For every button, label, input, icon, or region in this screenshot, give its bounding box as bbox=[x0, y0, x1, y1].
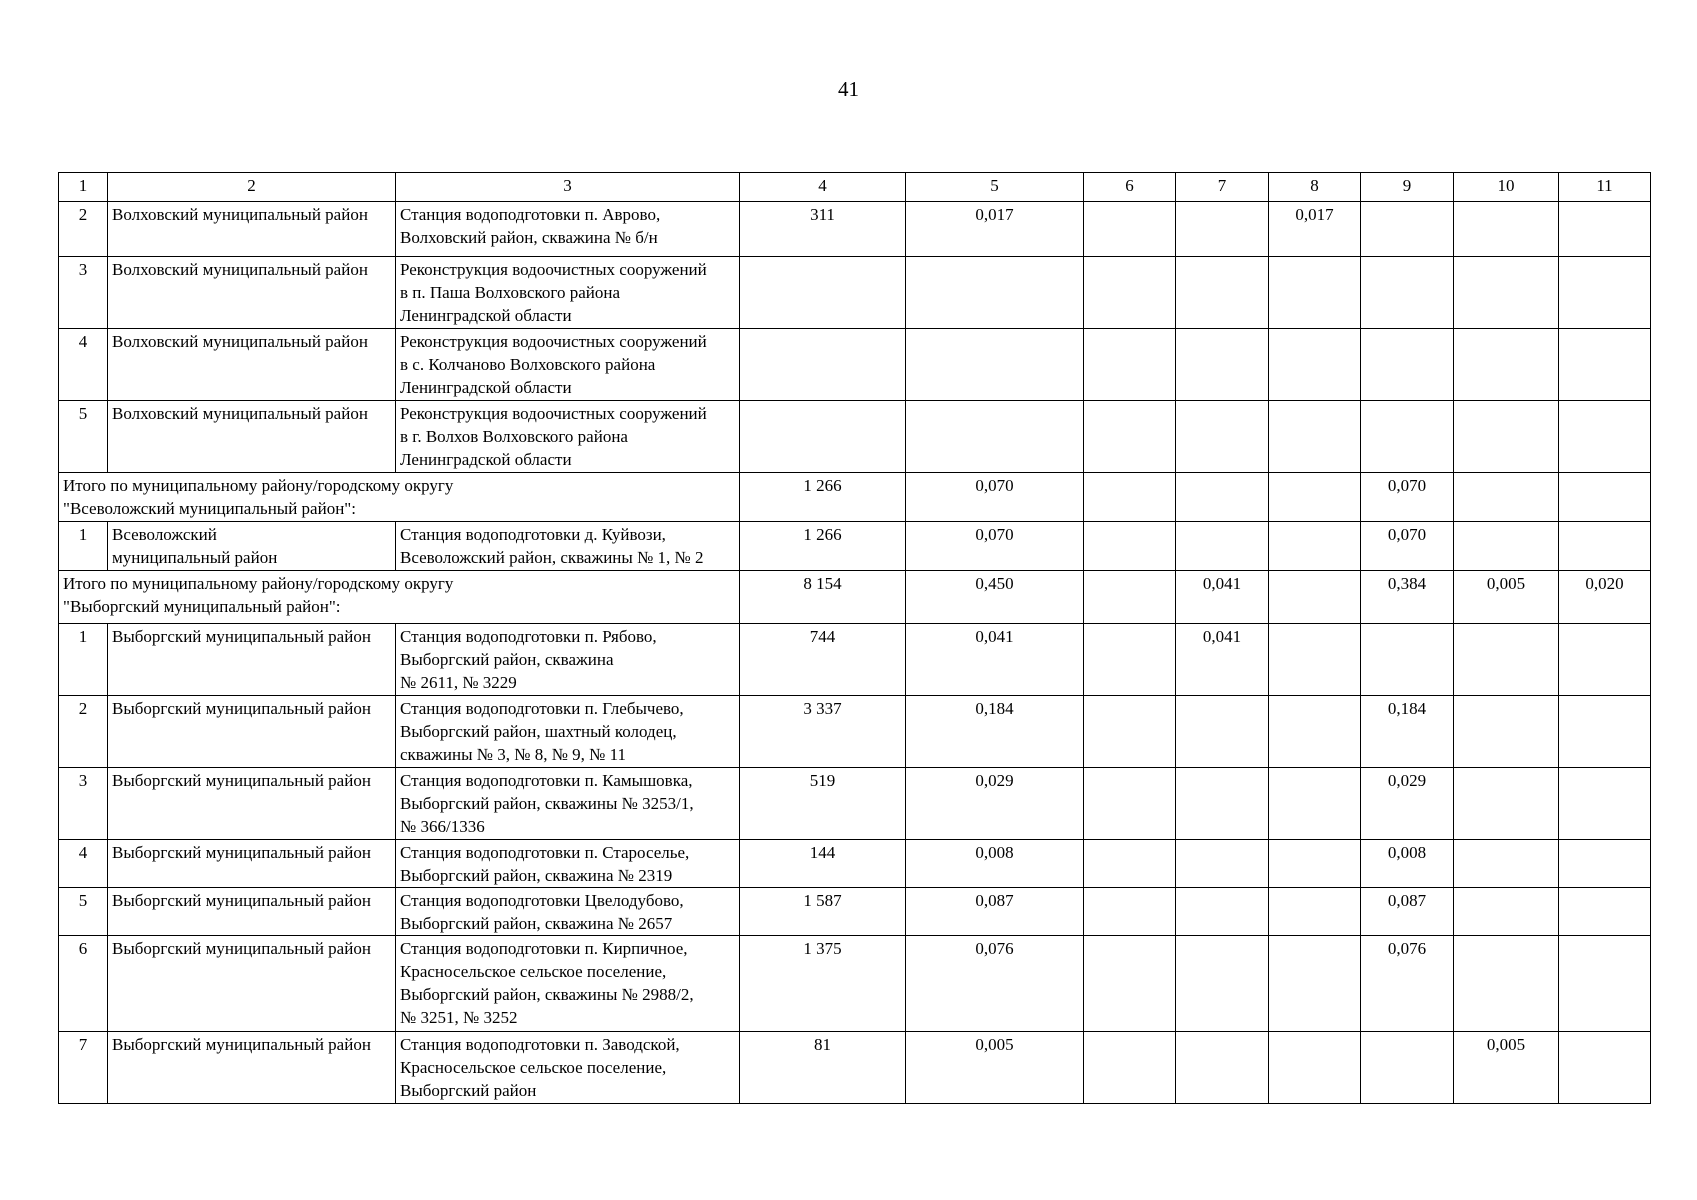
district-cell: Выборгский муниципальный район bbox=[108, 696, 396, 768]
row-number-cell: 1 bbox=[59, 624, 108, 696]
value-cell-col-7 bbox=[1176, 768, 1269, 840]
value-cell-col-11 bbox=[1559, 473, 1651, 522]
header-cell-5: 5 bbox=[906, 173, 1084, 202]
table-row bbox=[59, 329, 1651, 401]
value-cell-col-9 bbox=[1361, 624, 1454, 696]
value-cell-col-5: 0,041 bbox=[906, 624, 1084, 696]
header-cell-3: 3 bbox=[396, 173, 740, 202]
district-cell: Волховский муниципальный район bbox=[108, 202, 396, 257]
value-cell-col-8 bbox=[1269, 1032, 1361, 1104]
value-cell-col-10 bbox=[1454, 624, 1559, 696]
value-cell-col-8 bbox=[1269, 936, 1361, 1032]
table-body bbox=[59, 173, 1651, 1104]
value-cell-col-9 bbox=[1361, 257, 1454, 329]
row-number-cell: 4 bbox=[59, 329, 108, 401]
header-cell-11: 11 bbox=[1559, 173, 1651, 202]
value-cell-col-5: 0,087 bbox=[906, 888, 1084, 936]
value-cell-col-9: 0,384 bbox=[1361, 571, 1454, 624]
value-cell-col-8 bbox=[1269, 257, 1361, 329]
value-cell-col-7 bbox=[1176, 522, 1269, 571]
value-cell-col-4 bbox=[740, 401, 906, 473]
row-number-cell: 5 bbox=[59, 888, 108, 936]
value-cell-col-10 bbox=[1454, 522, 1559, 571]
header-cell-6: 6 bbox=[1084, 173, 1176, 202]
value-cell-col-11 bbox=[1559, 696, 1651, 768]
district-cell: Выборгский муниципальный район bbox=[108, 768, 396, 840]
facility-cell: Станция водоподготовки Цвелодубово, Выборгский район, скважина № 2657 bbox=[396, 888, 740, 936]
table-row bbox=[59, 257, 1651, 329]
value-cell-col-4: 144 bbox=[740, 840, 906, 888]
value-cell-col-8 bbox=[1269, 401, 1361, 473]
value-cell-col-5 bbox=[906, 329, 1084, 401]
header-cell-4: 4 bbox=[740, 173, 906, 202]
value-cell-col-9: 0,008 bbox=[1361, 840, 1454, 888]
row-number-cell: 7 bbox=[59, 1032, 108, 1104]
row-number-cell: 4 bbox=[59, 840, 108, 888]
facility-cell: Станция водоподготовки п. Кирпичное, Красносельское сельское поселение, Выборгский район, скважины № 2988/2, № 3251, № 3252 bbox=[396, 936, 740, 1032]
value-cell-col-10 bbox=[1454, 401, 1559, 473]
value-cell-col-5: 0,184 bbox=[906, 696, 1084, 768]
value-cell-col-10 bbox=[1454, 202, 1559, 257]
value-cell-col-6 bbox=[1084, 840, 1176, 888]
facility-cell: Станция водоподготовки п. Староселье, Выборгский район, скважина № 2319 bbox=[396, 840, 740, 888]
value-cell-col-6 bbox=[1084, 936, 1176, 1032]
value-cell-col-4: 744 bbox=[740, 624, 906, 696]
value-cell-col-4 bbox=[740, 329, 906, 401]
facility-cell: Станция водоподготовки п. Аврово, Волховский район, скважина № б/н bbox=[396, 202, 740, 257]
value-cell-col-10 bbox=[1454, 768, 1559, 840]
value-cell-col-11 bbox=[1559, 936, 1651, 1032]
value-cell-col-5 bbox=[906, 401, 1084, 473]
value-cell-col-5: 0,070 bbox=[906, 473, 1084, 522]
facility-cell: Реконструкция водоочистных сооружений в п. Паша Волховского района Ленинградской области bbox=[396, 257, 740, 329]
value-cell-col-7 bbox=[1176, 888, 1269, 936]
value-cell-col-4: 1 266 bbox=[740, 473, 906, 522]
district-cell: Выборгский муниципальный район bbox=[108, 624, 396, 696]
value-cell-col-7: 0,041 bbox=[1176, 571, 1269, 624]
district-cell: Выборгский муниципальный район bbox=[108, 840, 396, 888]
value-cell-col-5: 0,076 bbox=[906, 936, 1084, 1032]
header-cell-2: 2 bbox=[108, 173, 396, 202]
value-cell-col-7 bbox=[1176, 936, 1269, 1032]
value-cell-col-5: 0,450 bbox=[906, 571, 1084, 624]
page-number: 41 bbox=[838, 77, 859, 101]
facility-cell: Станция водоподготовки д. Куйвози, Всеволожский район, скважины № 1, № 2 bbox=[396, 522, 740, 571]
table-row bbox=[59, 888, 1651, 936]
total-label: Итого по муниципальному району/городскому округу "Выборгский муниципальный район": bbox=[59, 571, 740, 624]
value-cell-col-7 bbox=[1176, 401, 1269, 473]
value-cell-col-8 bbox=[1269, 329, 1361, 401]
value-cell-col-6 bbox=[1084, 624, 1176, 696]
row-number-cell: 3 bbox=[59, 768, 108, 840]
facility-cell: Станция водоподготовки п. Рябово, Выборгский район, скважина № 2611, № 3229 bbox=[396, 624, 740, 696]
total-row bbox=[59, 473, 1651, 522]
value-cell-col-8 bbox=[1269, 768, 1361, 840]
value-cell-col-5: 0,008 bbox=[906, 840, 1084, 888]
value-cell-col-11 bbox=[1559, 401, 1651, 473]
value-cell-col-7 bbox=[1176, 473, 1269, 522]
value-cell-col-5: 0,017 bbox=[906, 202, 1084, 257]
value-cell-col-6 bbox=[1084, 257, 1176, 329]
value-cell-col-9: 0,070 bbox=[1361, 473, 1454, 522]
value-cell-col-8 bbox=[1269, 840, 1361, 888]
value-cell-col-6 bbox=[1084, 768, 1176, 840]
value-cell-col-4: 1 266 bbox=[740, 522, 906, 571]
value-cell-col-8 bbox=[1269, 696, 1361, 768]
value-cell-col-6 bbox=[1084, 1032, 1176, 1104]
value-cell-col-6 bbox=[1084, 571, 1176, 624]
value-cell-col-4: 8 154 bbox=[740, 571, 906, 624]
header-cell-9: 9 bbox=[1361, 173, 1454, 202]
value-cell-col-9: 0,076 bbox=[1361, 936, 1454, 1032]
value-cell-col-9 bbox=[1361, 401, 1454, 473]
value-cell-col-5: 0,070 bbox=[906, 522, 1084, 571]
value-cell-col-6 bbox=[1084, 888, 1176, 936]
value-cell-col-8 bbox=[1269, 473, 1361, 522]
district-cell: Волховский муниципальный район bbox=[108, 257, 396, 329]
value-cell-col-7 bbox=[1176, 202, 1269, 257]
value-cell-col-7 bbox=[1176, 840, 1269, 888]
table-row bbox=[59, 936, 1651, 1032]
value-cell-col-6 bbox=[1084, 473, 1176, 522]
header-row bbox=[59, 173, 1651, 202]
value-cell-col-9: 0,029 bbox=[1361, 768, 1454, 840]
value-cell-col-8 bbox=[1269, 888, 1361, 936]
value-cell-col-5 bbox=[906, 257, 1084, 329]
facility-cell: Станция водоподготовки п. Заводской, Красносельское сельское поселение, Выборгский район bbox=[396, 1032, 740, 1104]
row-number-cell: 1 bbox=[59, 522, 108, 571]
district-cell: Всеволожский муниципальный район bbox=[108, 522, 396, 571]
row-number-cell: 2 bbox=[59, 202, 108, 257]
table-row bbox=[59, 768, 1651, 840]
value-cell-col-11 bbox=[1559, 768, 1651, 840]
value-cell-col-6 bbox=[1084, 329, 1176, 401]
value-cell-col-11 bbox=[1559, 202, 1651, 257]
value-cell-col-4: 1 587 bbox=[740, 888, 906, 936]
value-cell-col-4: 3 337 bbox=[740, 696, 906, 768]
row-number-cell: 3 bbox=[59, 257, 108, 329]
value-cell-col-6 bbox=[1084, 202, 1176, 257]
value-cell-col-11 bbox=[1559, 840, 1651, 888]
district-cell: Выборгский муниципальный район bbox=[108, 888, 396, 936]
value-cell-col-11 bbox=[1559, 624, 1651, 696]
facility-cell: Станция водоподготовки п. Камышовка, Выборгский район, скважины № 3253/1, № 366/1336 bbox=[396, 768, 740, 840]
value-cell-col-9: 0,070 bbox=[1361, 522, 1454, 571]
value-cell-col-10 bbox=[1454, 696, 1559, 768]
total-label: Итого по муниципальному району/городскому округу "Всеволожский муниципальный район": bbox=[59, 473, 740, 522]
value-cell-col-7 bbox=[1176, 257, 1269, 329]
value-cell-col-10 bbox=[1454, 888, 1559, 936]
district-cell: Выборгский муниципальный район bbox=[108, 1032, 396, 1104]
value-cell-col-5: 0,005 bbox=[906, 1032, 1084, 1104]
value-cell-col-10 bbox=[1454, 936, 1559, 1032]
header-cell-7: 7 bbox=[1176, 173, 1269, 202]
value-cell-col-8 bbox=[1269, 522, 1361, 571]
row-number-cell: 5 bbox=[59, 401, 108, 473]
facility-cell: Реконструкция водоочистных сооружений в г. Волхов Волховского района Ленинградской области bbox=[396, 401, 740, 473]
table-row bbox=[59, 401, 1651, 473]
value-cell-col-10 bbox=[1454, 257, 1559, 329]
value-cell-col-4: 81 bbox=[740, 1032, 906, 1104]
facility-cell: Станция водоподготовки п. Глебычево, Выборгский район, шахтный колодец, скважины № 3, № 8, № 9, № 11 bbox=[396, 696, 740, 768]
value-cell-col-5: 0,029 bbox=[906, 768, 1084, 840]
table-row bbox=[59, 840, 1651, 888]
district-cell: Волховский муниципальный район bbox=[108, 329, 396, 401]
table-row bbox=[59, 696, 1651, 768]
header-cell-1: 1 bbox=[59, 173, 108, 202]
value-cell-col-10 bbox=[1454, 840, 1559, 888]
value-cell-col-6 bbox=[1084, 522, 1176, 571]
value-cell-col-9: 0,184 bbox=[1361, 696, 1454, 768]
value-cell-col-8 bbox=[1269, 624, 1361, 696]
data-table bbox=[58, 172, 1651, 1104]
value-cell-col-11 bbox=[1559, 329, 1651, 401]
total-row bbox=[59, 571, 1651, 624]
value-cell-col-6 bbox=[1084, 401, 1176, 473]
value-cell-col-8: 0,017 bbox=[1269, 202, 1361, 257]
value-cell-col-8 bbox=[1269, 571, 1361, 624]
value-cell-col-10: 0,005 bbox=[1454, 571, 1559, 624]
row-number-cell: 2 bbox=[59, 696, 108, 768]
table-row bbox=[59, 202, 1651, 257]
value-cell-col-7 bbox=[1176, 696, 1269, 768]
value-cell-col-4: 311 bbox=[740, 202, 906, 257]
value-cell-col-10 bbox=[1454, 473, 1559, 522]
value-cell-col-4 bbox=[740, 257, 906, 329]
value-cell-col-9 bbox=[1361, 1032, 1454, 1104]
value-cell-col-11 bbox=[1559, 522, 1651, 571]
value-cell-col-11: 0,020 bbox=[1559, 571, 1651, 624]
value-cell-col-9 bbox=[1361, 202, 1454, 257]
value-cell-col-7 bbox=[1176, 329, 1269, 401]
value-cell-col-10 bbox=[1454, 329, 1559, 401]
district-cell: Волховский муниципальный район bbox=[108, 401, 396, 473]
table-row bbox=[59, 624, 1651, 696]
value-cell-col-4: 1 375 bbox=[740, 936, 906, 1032]
value-cell-col-11 bbox=[1559, 257, 1651, 329]
row-number-cell: 6 bbox=[59, 936, 108, 1032]
table-row bbox=[59, 1032, 1651, 1104]
header-cell-10: 10 bbox=[1454, 173, 1559, 202]
value-cell-col-11 bbox=[1559, 1032, 1651, 1104]
value-cell-col-9: 0,087 bbox=[1361, 888, 1454, 936]
facility-cell: Реконструкция водоочистных сооружений в с. Колчаново Волховского района Ленинградской области bbox=[396, 329, 740, 401]
district-cell: Выборгский муниципальный район bbox=[108, 936, 396, 1032]
value-cell-col-6 bbox=[1084, 696, 1176, 768]
header-cell-8: 8 bbox=[1269, 173, 1361, 202]
value-cell-col-9 bbox=[1361, 329, 1454, 401]
value-cell-col-11 bbox=[1559, 888, 1651, 936]
value-cell-col-4: 519 bbox=[740, 768, 906, 840]
value-cell-col-10: 0,005 bbox=[1454, 1032, 1559, 1104]
table-row bbox=[59, 522, 1651, 571]
value-cell-col-7 bbox=[1176, 1032, 1269, 1104]
value-cell-col-7: 0,041 bbox=[1176, 624, 1269, 696]
